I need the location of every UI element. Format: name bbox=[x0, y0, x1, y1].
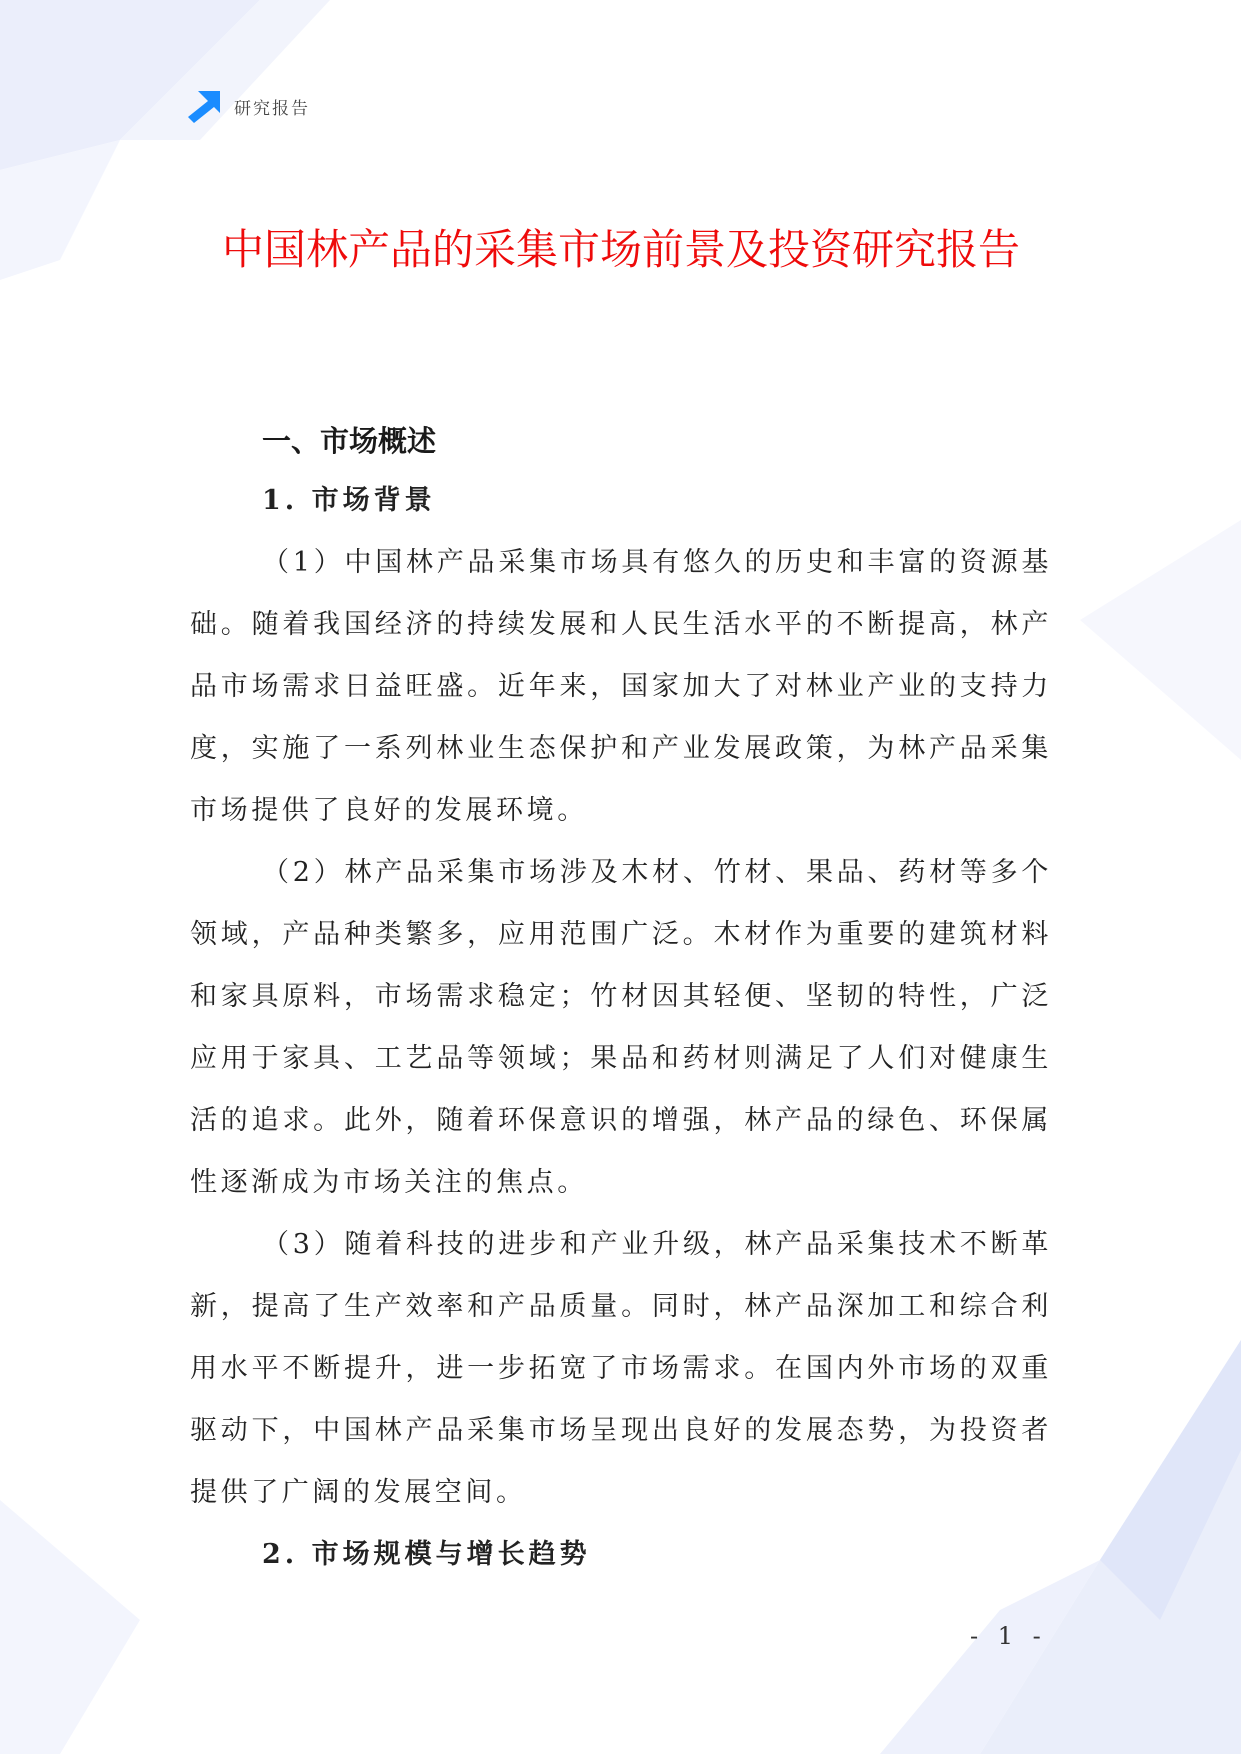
subsection-heading-background: 1. 市场背景 bbox=[262, 485, 436, 516]
paragraph-2: （2）林产品采集市场涉及木材、竹材、果品、药材等多个领域，产品种类繁多，应用范围广泛。木材作为重要的建筑材料和家具原料，市场需求稳定；竹材因其轻便、坚韧的特性，广泛应用于家具、工艺品等领域；果品和药材则满足了人们对健康生活的追求。此外，随着环保意识的增强，林产品的绿色、环保属性逐渐成为市场关注的焦点。 bbox=[190, 857, 1052, 1198]
subsection-heading-scale: 2. 市场规模与增长趋势 bbox=[262, 1539, 591, 1570]
report-title: 中国林产品的采集市场前景及投资研究报告 bbox=[221, 225, 1020, 274]
paragraph-1: （1）中国林产品采集市场具有悠久的历史和丰富的资源基础。随着我国经济的持续发展和人民生活水平的不断提高，林产品市场需求日益旺盛。近年来，国家加大了对林业产业的支持力度，实施了一系列林业生态保护和产业发展政策，为林产品采集市场提供了良好的发展环境。 bbox=[190, 547, 1052, 826]
report-body bbox=[190, 412, 1052, 1586]
page-number: - 1 - bbox=[970, 1622, 1047, 1650]
section-heading-overview: 一、市场概述 bbox=[262, 424, 437, 458]
arrow-up-right-icon bbox=[188, 89, 222, 123]
paragraph-3: （3）随着科技的进步和产业升级，林产品采集技术不断革新，提高了生产效率和产品质量。同时，林产品深加工和综合利用水平不断提升，进一步拓宽了市场需求。在国内外市场的双重驱动下，中国林产品采集市场呈现出良好的发展态势，为投资者提供了广阔的发展空间。 bbox=[190, 1229, 1052, 1508]
report-header bbox=[188, 88, 310, 124]
header-label: 研究报告 bbox=[234, 98, 310, 119]
